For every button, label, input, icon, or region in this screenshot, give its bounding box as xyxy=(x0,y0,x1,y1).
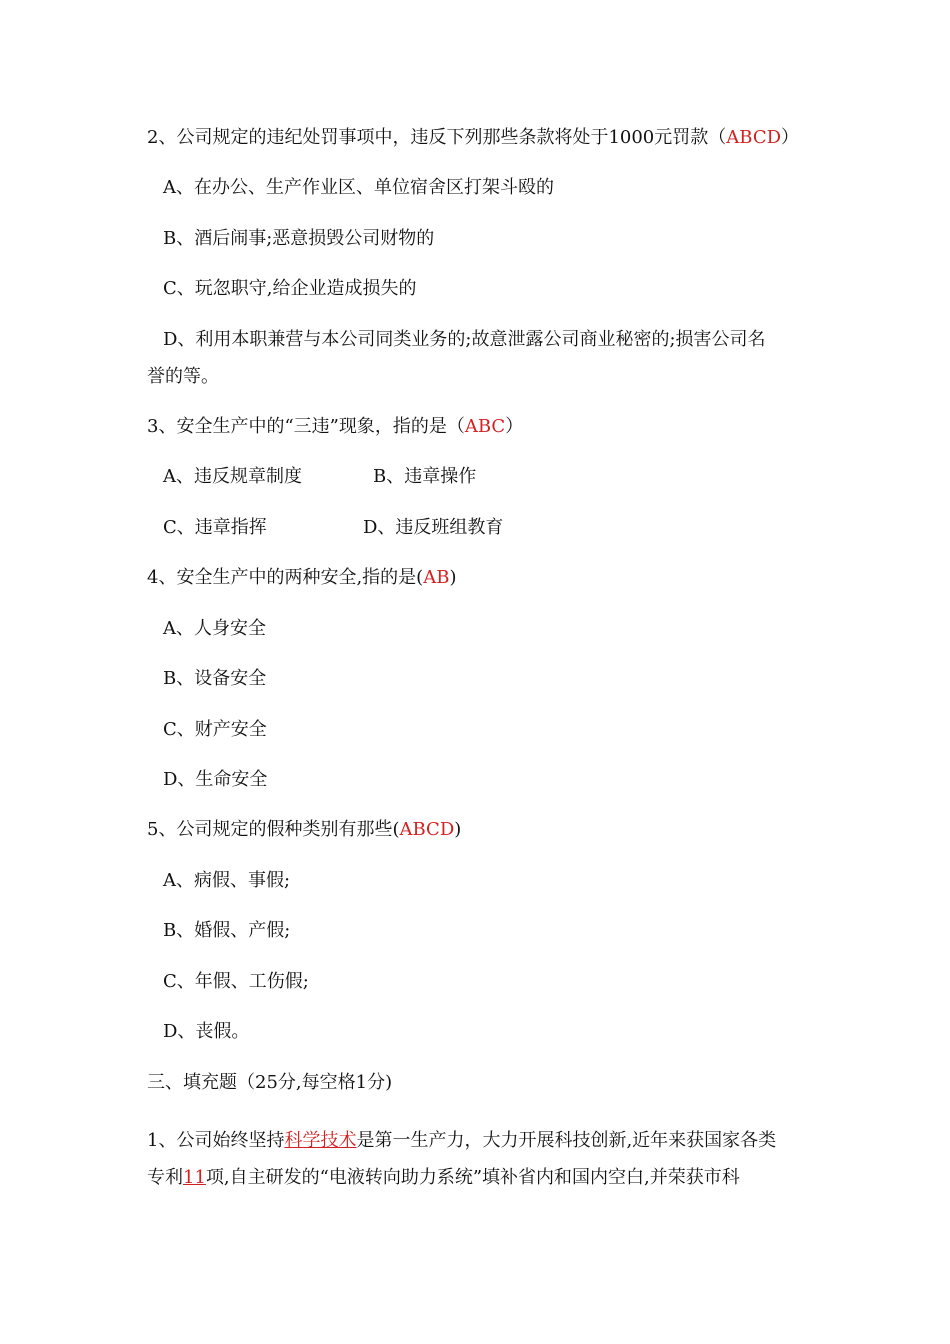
fill1-text-c: 专利 xyxy=(147,1167,183,1188)
q2-stem-text: 2、公司规定的违纪处罚事项中，违反下列那些条款将处于1000元罚款（ xyxy=(147,127,727,148)
q5-stem xyxy=(147,818,461,842)
fill1-text-a: 1、公司始终坚持 xyxy=(147,1130,285,1151)
q4-stem-text: 4、安全生产中的两种安全,指的是( xyxy=(147,567,424,588)
q4-option-b: B、设备安全 xyxy=(163,668,267,689)
q2-option-c: C、玩忽职守,给企业造成损失的 xyxy=(163,278,417,299)
fill1-text-b: 是第一生产力，大力开展科技创新,近年来获国家各类 xyxy=(356,1130,777,1151)
q3-stem-text: 3、安全生产中的“三违”现象，指的是（ xyxy=(147,416,465,437)
q2-option-d: D、利用本职兼营与本公司同类业务的;故意泄露公司商业秘密的;损害公司名 xyxy=(163,329,766,350)
q5-answer: ABCD xyxy=(399,819,455,840)
q5-stem-text: 5、公司规定的假种类别有那些( xyxy=(147,819,400,840)
q2-option-b: B、酒后闹事;恶意损毁公司财物的 xyxy=(163,228,435,249)
fill1-text-d: 项,自主研发的“电液转向助力系统”填补省内和国内空白,并荣获市科 xyxy=(205,1167,740,1188)
q5-option-c: C、年假、工伤假; xyxy=(163,971,309,992)
q5-option-a: A、病假、事假; xyxy=(163,870,291,891)
section-heading: 三、填充题（25分,每空格1分) xyxy=(147,1072,393,1093)
q5-close: ) xyxy=(454,819,462,840)
q4-option-a: A、人身安全 xyxy=(163,618,266,639)
q3-option-b: B、违章操作 xyxy=(373,466,477,487)
fill1-blank-2: 11 xyxy=(183,1167,206,1188)
q2-option-a: A、在办公、生产作业区、单位宿舍区打架斗殴的 xyxy=(163,177,554,198)
q3-option-a: A、违反规章制度 xyxy=(163,466,302,487)
q2-close: ） xyxy=(781,127,800,148)
q2-option-d-cont: 誉的等。 xyxy=(147,366,219,387)
q4-stem xyxy=(147,566,456,590)
q3-answer: ABC xyxy=(464,416,506,437)
q4-option-d: D、生命安全 xyxy=(163,769,268,790)
q4-answer: AB xyxy=(423,567,450,588)
q5-option-d: D、丧假。 xyxy=(163,1021,250,1042)
q2-stem xyxy=(147,126,799,150)
q3-close: ） xyxy=(505,416,524,437)
q5-option-b: B、婚假、产假; xyxy=(163,920,291,941)
fill1-line1 xyxy=(147,1129,776,1153)
fill1-blank-1: 科学技术 xyxy=(284,1130,357,1151)
q2-answer: ABCD xyxy=(726,127,782,148)
q4-option-c: C、财产安全 xyxy=(163,719,267,740)
q3-option-d: D、违反班组教育 xyxy=(363,517,504,538)
fill1-line2 xyxy=(147,1166,740,1190)
q3-stem xyxy=(147,415,523,439)
q4-close: ) xyxy=(449,567,457,588)
q3-option-c: C、违章指挥 xyxy=(163,517,267,538)
